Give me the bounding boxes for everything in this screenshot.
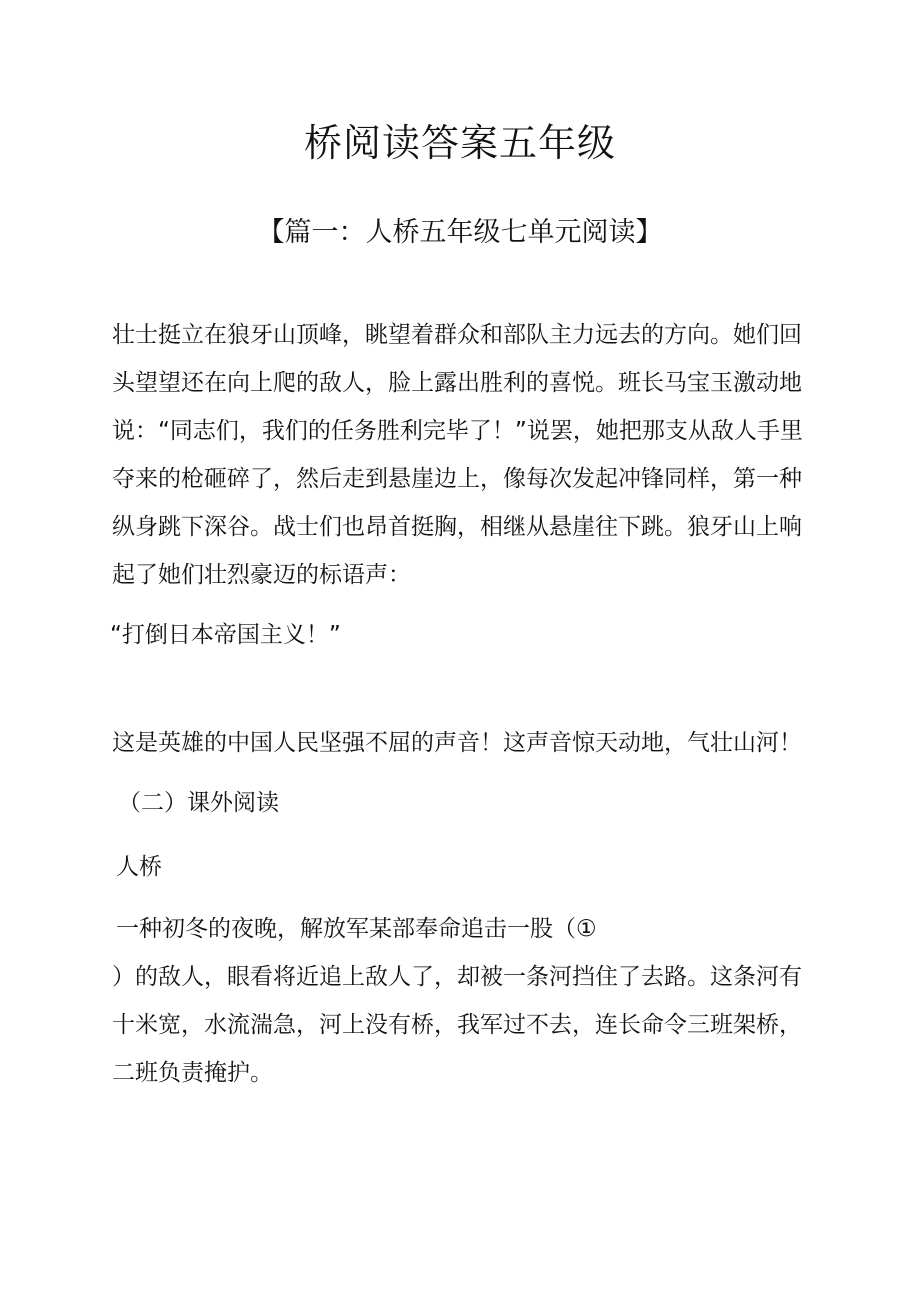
paragraph-line: 这是英雄的中国人民坚强不屈的声音！这声音惊天动地，气壮山河！ — [112, 730, 802, 756]
paragraph-line: 二班负责掩护。 — [112, 1060, 273, 1086]
story-title: 人桥 — [116, 854, 162, 880]
paragraph-line: 起了她们壮烈豪迈的标语声： — [112, 562, 411, 588]
paragraph-line: 说：“同志们，我们的任务胜利完毕了！”说罢，她把那支从敌人手里 — [112, 418, 803, 444]
paragraph-line: ）的敌人，眼看将近追上敌人了，却被一条河挡住了去路。这条河有 — [112, 964, 802, 990]
paragraph-line: 头望望还在向上爬的敌人，脸上露出胜利的喜悦。班长马宝玉激动地 — [112, 370, 802, 396]
section-label: （二）课外阅读 — [118, 790, 279, 816]
paragraph-line: 一种初冬的夜晚，解放军某部奉命追击一股（① — [116, 916, 597, 942]
document-title: 桥阅读答案五年级 — [303, 121, 616, 165]
paragraph-line: 壮士挺立在狼牙山顶峰，眺望着群众和部队主力远去的方向。她们回 — [112, 322, 802, 348]
paragraph-line: 纵身跳下深谷。战士们也昂首挺胸，相继从悬崖往下跳。狼牙山上响 — [112, 514, 802, 540]
slogan-line: “打倒日本帝国主义！” — [110, 622, 341, 648]
paragraph-line: 十米宽，水流湍急，河上没有桥，我军过不去，连长命令三班架桥， — [112, 1012, 802, 1038]
paragraph-line: 夺来的枪砸碎了，然后走到悬崖边上，像每次发起冲锋同样，第一种 — [112, 466, 802, 492]
section-heading: 【篇一：人桥五年级七单元阅读】 — [257, 217, 663, 248]
